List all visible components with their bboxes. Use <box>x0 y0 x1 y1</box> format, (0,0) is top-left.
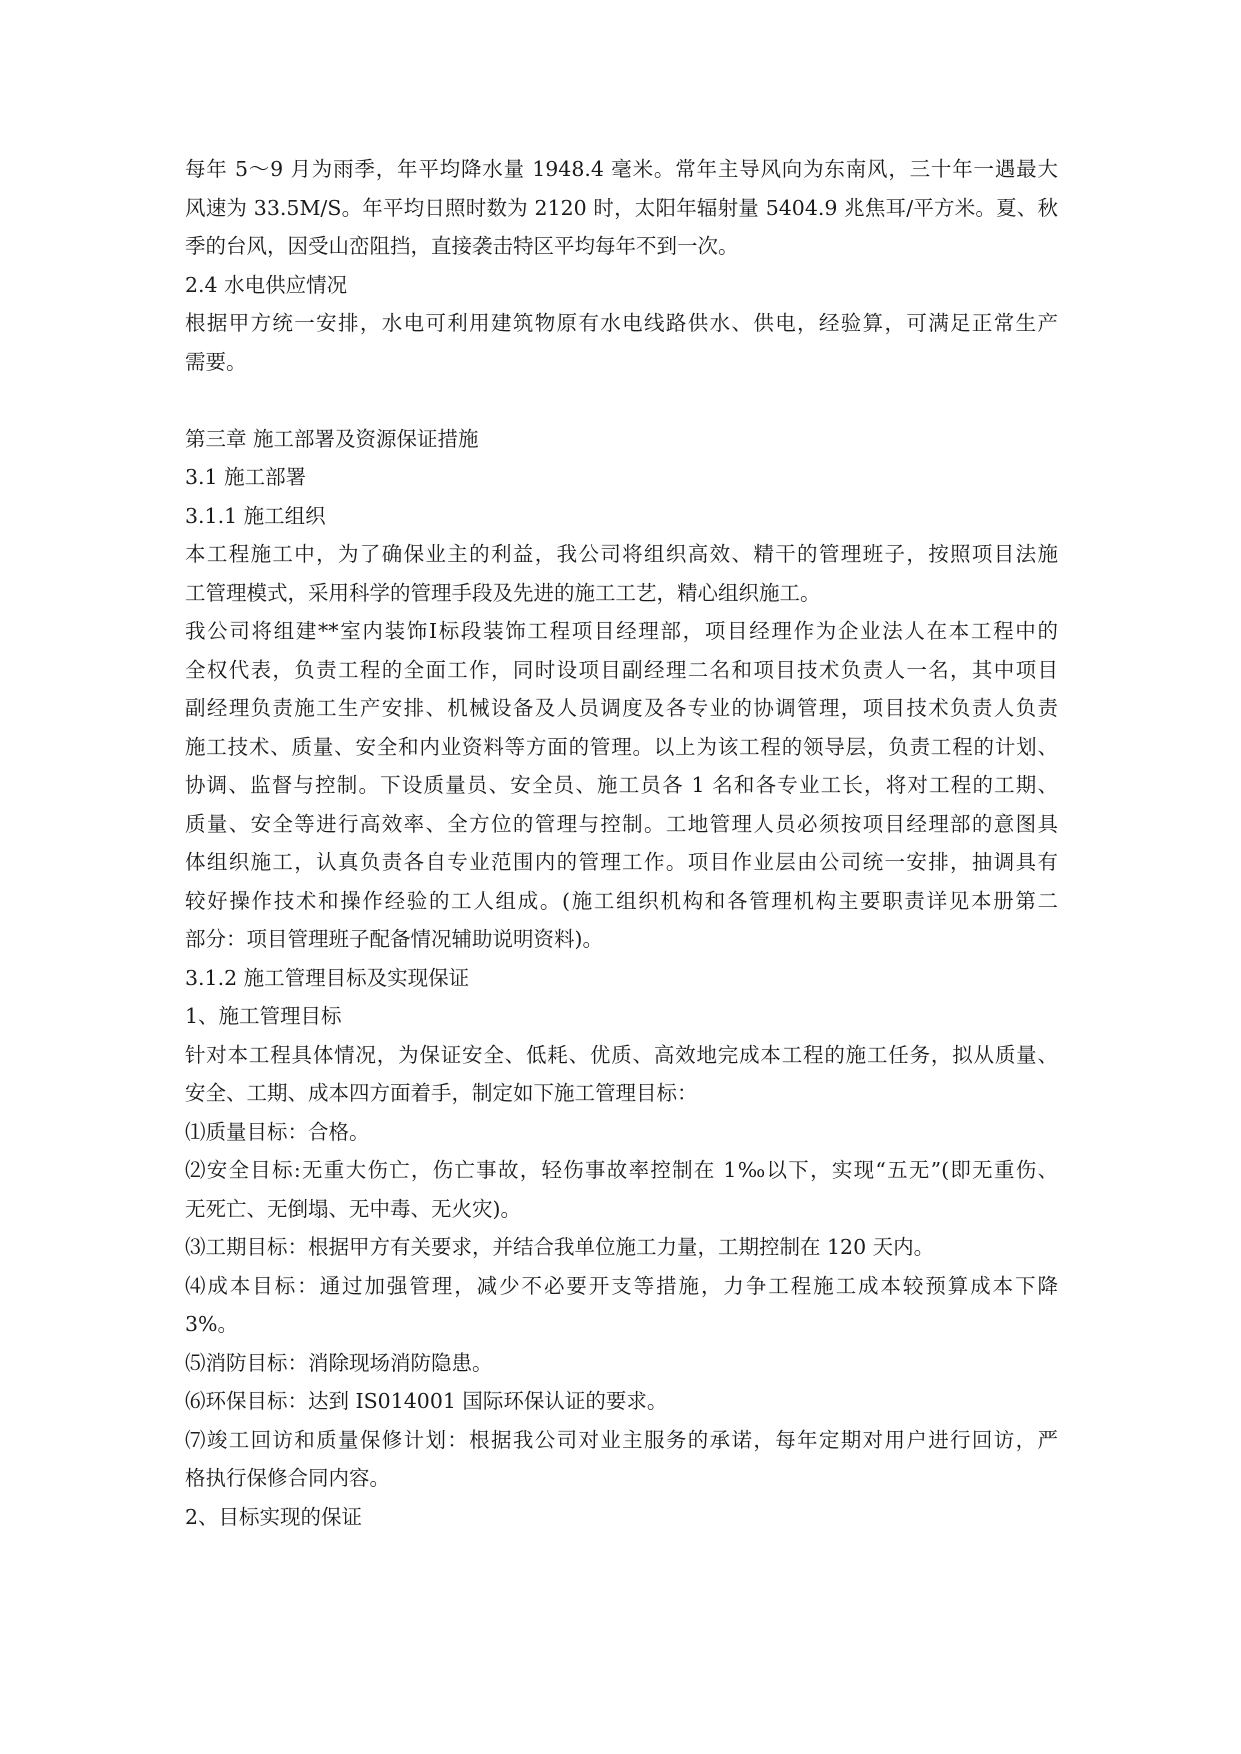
text-line: 体组织施工，认真负责各自专业范围内的管理工作。项目作业层由公司统一安排，抽调具有 <box>185 850 1058 874</box>
text-line: 针对本工程具体情况，为保证安全、低耗、优质、高效地完成本工程的施工任务，拟从质量、 <box>185 1042 1058 1067</box>
text-line: ⑴质量目标：合格。 <box>185 1119 370 1144</box>
text-line: 施工技术、质量、安全和内业资料等方面的管理。以上为该工程的领导层，负责工程的计划、 <box>185 734 1058 759</box>
text-line: 无死亡、无倒塌、无中毒、无火灾)。 <box>185 1196 521 1221</box>
text-line: 每年 5～9 月为雨季，年平均降水量 1948.4 毫米。常年主导风向为东南风，三十年一遇最大 <box>185 157 1058 181</box>
blank-line <box>185 381 1058 420</box>
text-line: 季的台风，因受山峦阻挡，直接袭击特区平均每年不到一次。 <box>185 234 739 258</box>
text-line: 质量、安全等进行高效率、全方位的管理与控制。工地管理人员必须按项目经理部的意图具 <box>185 811 1058 836</box>
text-line: 部分：项目管理班子配备情况辅助说明资料)。 <box>185 927 603 951</box>
text-line: 3%。 <box>185 1312 239 1336</box>
text-line: 2、目标实现的保证 <box>185 1504 363 1529</box>
text-line: 安全、工期、成本四方面着手，制定如下施工管理目标： <box>185 1081 698 1105</box>
text-line: 1、施工管理目标 <box>185 1004 342 1028</box>
text-line: ⑹环保目标：达到 IS014001 国际环保认证的要求。 <box>185 1389 668 1413</box>
text-line: 副经理负责施工生产安排、机械设备及人员调度及各专业的协调管理，项目技术负责人负责 <box>185 696 1058 720</box>
body-text <box>185 150 1058 1536</box>
text-line: ⑷成本目标：通过加强管理，减少不必要开支等措施，力争工程施工成本较预算成本下降 <box>185 1273 1058 1298</box>
text-line: 第三章 施工部署及资源保证措施 <box>185 426 479 451</box>
text-line: 3.1 施工部署 <box>185 465 307 489</box>
text-line: ⑸消防目标：消除现场消防隐患。 <box>185 1350 493 1375</box>
text-line: 我公司将组建**室内装饰Ⅰ标段装饰工程项目经理部，项目经理作为企业法人在本工程中的 <box>185 619 1058 643</box>
text-line: 格执行保修合同内容。 <box>185 1466 390 1490</box>
text-line: 本工程施工中，为了确保业主的利益，我公司将组织高效、精干的管理班子，按照项目法施 <box>185 542 1058 566</box>
text-line: ⑵安全目标:无重大伤亡，伤亡事故，轻伤事故率控制在 1‰以下，实现“五无”(即无重伤、 <box>185 1158 1058 1182</box>
text-line: 3.1.2 施工管理目标及实现保证 <box>185 965 470 990</box>
text-line: 较好操作技术和操作经验的工人组成。(施工组织机构和各管理机构主要职责详见本册第二 <box>185 888 1058 913</box>
text-line: ⑶工期目标：根据甲方有关要求，并结合我单位施工力量，工期控制在 120 天内。 <box>185 1235 935 1259</box>
text-line: ⑺竣工回访和质量保修计划：根据我公司对业主服务的承诺，每年定期对用户进行回访，严 <box>185 1427 1058 1452</box>
text-line: 根据甲方统一安排，水电可利用建筑物原有水电线路供水、供电，经验算，可满足正常生产 <box>185 311 1058 335</box>
text-line: 2.4 水电供应情况 <box>185 272 348 297</box>
text-line: 3.1.1 施工组织 <box>185 503 326 528</box>
text-line: 需要。 <box>185 349 247 374</box>
text-line: 风速为 33.5M/S。年平均日照时数为 2120 时，太阳年辐射量 5404.9 兆焦耳/平方米。夏、秋 <box>185 195 1058 220</box>
text-line: 协调、监督与控制。下设质量员、安全员、施工员各 1 名和各专业工长，将对工程的工期、 <box>185 773 1058 797</box>
text-line: 工管理模式，采用科学的管理手段及先进的施工工艺，精心组织施工。 <box>185 580 821 605</box>
text-line: 全权代表，负责工程的全面工作，同时设项目副经理二名和项目技术负责人一名，其中项目 <box>185 657 1058 682</box>
